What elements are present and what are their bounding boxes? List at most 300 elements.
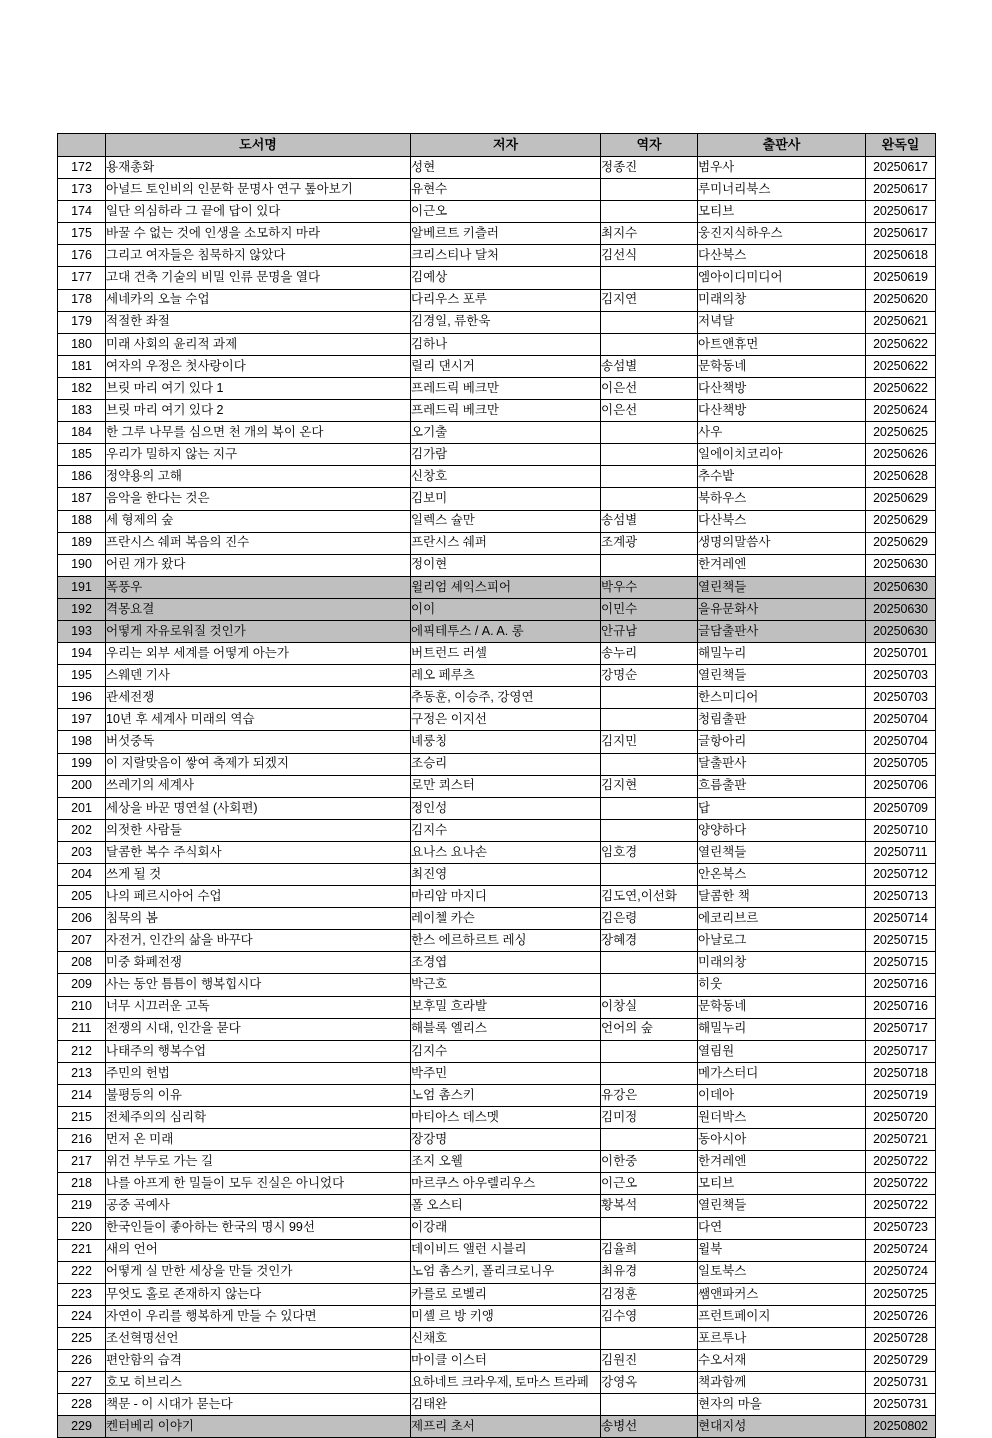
table-row [58,1350,936,1372]
cell-index: 224 [58,1305,106,1327]
cell-date: 20250718 [866,1062,936,1084]
cell-title: 달콤한 복수 주식회사 [106,841,411,863]
cell-author: 이이 [411,598,601,620]
cell-title: 침묵의 봄 [106,908,411,930]
cell-index: 214 [58,1084,106,1106]
cell-translator: 김미정 [601,1107,698,1129]
cell-title: 적절한 좌절 [106,311,411,333]
cell-author: 데이비드 앨런 시블리 [411,1239,601,1261]
cell-author: 이강래 [411,1217,601,1239]
cell-publisher: 모티브 [698,201,866,223]
cell-publisher: 이데아 [698,1084,866,1106]
cell-publisher: 달출판사 [698,753,866,775]
cell-translator: 임호경 [601,841,698,863]
cell-translator: 송섬별 [601,510,698,532]
cell-publisher: 현자의 마을 [698,1394,866,1416]
cell-publisher: 한스미디어 [698,687,866,709]
cell-publisher: 안온북스 [698,864,866,886]
cell-author: 레오 페루츠 [411,665,601,687]
cell-translator [601,974,698,996]
cell-index: 210 [58,996,106,1018]
cell-publisher: 아날로그 [698,930,866,952]
table-row [58,908,936,930]
cell-author: 정인성 [411,797,601,819]
cell-index: 197 [58,709,106,731]
cell-publisher: 열림원 [698,1040,866,1062]
cell-title: 우리가 밀하지 않는 지구 [106,444,411,466]
cell-date: 20250619 [866,267,936,289]
cell-author: 성현 [411,157,601,179]
cell-publisher: 프런트페이지 [698,1305,866,1327]
cell-date: 20250719 [866,1084,936,1106]
cell-date: 20250701 [866,643,936,665]
table-row [58,886,936,908]
cell-title: 브릿 마리 여기 있다 1 [106,377,411,399]
cell-date: 20250704 [866,731,936,753]
cell-translator [601,1327,698,1349]
table-row [58,1062,936,1084]
cell-index: 227 [58,1372,106,1394]
cell-date: 20250722 [866,1173,936,1195]
cell-title: 의젓한 사람들 [106,819,411,841]
cell-author: 김지수 [411,1040,601,1062]
cell-date: 20250709 [866,797,936,819]
cell-date: 20250625 [866,422,936,444]
cell-publisher: 아트앤휴먼 [698,333,866,355]
cell-author: 일렉스 슐만 [411,510,601,532]
cell-author: 크리스티나 달처 [411,245,601,267]
cell-publisher: 범우사 [698,157,866,179]
table-row [58,179,936,201]
cell-index: 223 [58,1283,106,1305]
cell-translator [601,554,698,576]
cell-index: 190 [58,554,106,576]
cell-title: 버섯중독 [106,731,411,753]
cell-index: 195 [58,665,106,687]
cell-publisher: 추수밭 [698,466,866,488]
table-row [58,1129,936,1151]
cell-author: 김가람 [411,444,601,466]
cell-date: 20250706 [866,775,936,797]
cell-title: 폭풍우 [106,576,411,598]
cell-publisher: 열린책들 [698,1195,866,1217]
cell-date: 20250717 [866,1040,936,1062]
cell-date: 20250629 [866,488,936,510]
table-row [58,576,936,598]
cell-publisher: 열린책들 [698,841,866,863]
cell-translator: 이창실 [601,996,698,1018]
cell-publisher: 메가스터디 [698,1062,866,1084]
cell-translator: 송섬별 [601,355,698,377]
cell-author: 프란시스 쉐퍼 [411,532,601,554]
cell-title: 전체주의의 심리학 [106,1107,411,1129]
table-row [58,1261,936,1283]
cell-author: 미셸 르 방 키앵 [411,1305,601,1327]
table-row [58,157,936,179]
cell-date: 20250704 [866,709,936,731]
cell-translator: 최지수 [601,223,698,245]
cell-date: 20250724 [866,1261,936,1283]
cell-title: 여자의 우정은 첫사랑이다 [106,355,411,377]
cell-index: 178 [58,289,106,311]
table-row [58,1217,936,1239]
cell-translator: 김선식 [601,245,698,267]
cell-index: 225 [58,1327,106,1349]
cell-index: 215 [58,1107,106,1129]
cell-title: 전쟁의 시대, 인간을 묻다 [106,1018,411,1040]
cell-translator: 최유경 [601,1261,698,1283]
cell-title: 편안함의 습격 [106,1350,411,1372]
table-row [58,1305,936,1327]
cell-title: 프란시스 쉐퍼 복음의 진수 [106,532,411,554]
cell-title: 음악을 한다는 것은 [106,488,411,510]
cell-title: 어떻게 자유로워질 것인가 [106,620,411,642]
cell-translator: 언어의 숲 [601,1018,698,1040]
cell-title: 책문 - 이 시대가 묻는다 [106,1394,411,1416]
cell-title: 쓰게 될 것 [106,864,411,886]
cell-index: 206 [58,908,106,930]
cell-translator [601,797,698,819]
cell-index: 226 [58,1350,106,1372]
table-row [58,687,936,709]
cell-author: 신채호 [411,1327,601,1349]
cell-author: 노엄 촘스키, 폴리크로니우 [411,1261,601,1283]
cell-date: 20250712 [866,864,936,886]
table-row [58,311,936,333]
cell-index: 184 [58,422,106,444]
cell-date: 20250722 [866,1195,936,1217]
table-row [58,753,936,775]
cell-publisher: 윌북 [698,1239,866,1261]
cell-publisher: 책과함께 [698,1372,866,1394]
cell-translator [601,687,698,709]
cell-index: 188 [58,510,106,532]
table-row [58,952,936,974]
cell-title: 세상을 바꾼 명연설 (사회편) [106,797,411,819]
cell-author: 제프리 초서 [411,1416,601,1438]
cell-index: 199 [58,753,106,775]
cell-title: 스웨덴 기사 [106,665,411,687]
cell-author: 버트런드 러셀 [411,643,601,665]
cell-date: 20250617 [866,201,936,223]
cell-date: 20250617 [866,223,936,245]
cell-date: 20250731 [866,1372,936,1394]
cell-date: 20250728 [866,1327,936,1349]
cell-title: 한 그루 나무를 심으면 천 개의 복이 온다 [106,422,411,444]
book-list-table-container [57,133,935,1438]
cell-title: 나태주의 행복수업 [106,1040,411,1062]
cell-title: 일단 의심하라 그 끝에 답이 있다 [106,201,411,223]
cell-date: 20250721 [866,1129,936,1151]
cell-index: 180 [58,333,106,355]
cell-publisher: 청림출판 [698,709,866,731]
table-row [58,554,936,576]
cell-translator: 조계광 [601,532,698,554]
cell-index: 186 [58,466,106,488]
cell-author: 보후밀 흐라발 [411,996,601,1018]
column-header-author: 저자 [411,134,601,157]
cell-date: 20250714 [866,908,936,930]
cell-translator [601,1129,698,1151]
cell-translator: 유강은 [601,1084,698,1106]
cell-publisher: 미래의창 [698,952,866,974]
cell-author: 김태완 [411,1394,601,1416]
cell-date: 20250629 [866,532,936,554]
cell-title: 먼저 온 미래 [106,1129,411,1151]
table-row [58,466,936,488]
cell-author: 조지 오웰 [411,1151,601,1173]
cell-title: 한국인들이 좋아하는 한국의 명시 99선 [106,1217,411,1239]
cell-publisher: 글담출판사 [698,620,866,642]
cell-index: 222 [58,1261,106,1283]
cell-publisher: 루미너리북스 [698,179,866,201]
table-row [58,643,936,665]
table-row [58,1394,936,1416]
cell-publisher: 북하우스 [698,488,866,510]
cell-title: 고대 건축 기술의 비밀 인류 문명을 열다 [106,267,411,289]
cell-translator: 송병선 [601,1416,698,1438]
cell-author: 노엄 촘스키 [411,1084,601,1106]
cell-index: 207 [58,930,106,952]
cell-date: 20250630 [866,554,936,576]
cell-index: 176 [58,245,106,267]
cell-title: 주민의 헌법 [106,1062,411,1084]
cell-index: 182 [58,377,106,399]
cell-translator [601,1217,698,1239]
cell-author: 녜룽칭 [411,731,601,753]
cell-translator: 장혜경 [601,930,698,952]
cell-translator [601,753,698,775]
cell-publisher: 문학동네 [698,996,866,1018]
cell-author: 카를로 로벨리 [411,1283,601,1305]
column-header-index [58,134,106,157]
cell-index: 181 [58,355,106,377]
cell-index: 185 [58,444,106,466]
cell-date: 20250723 [866,1217,936,1239]
cell-index: 179 [58,311,106,333]
cell-title: 자연이 우리를 행복하게 만들 수 있다면 [106,1305,411,1327]
table-row [58,775,936,797]
table-row [58,665,936,687]
cell-date: 20250725 [866,1283,936,1305]
cell-author: 박주민 [411,1062,601,1084]
cell-author: 추동훈, 이승주, 강영연 [411,687,601,709]
cell-translator [601,179,698,201]
cell-publisher: 해밀누리 [698,643,866,665]
cell-date: 20250703 [866,687,936,709]
table-row [58,1416,936,1438]
table-row [58,444,936,466]
cell-index: 175 [58,223,106,245]
cell-date: 20250620 [866,289,936,311]
cell-author: 정이현 [411,554,601,576]
cell-author: 조경엽 [411,952,601,974]
cell-author: 윌리엄 셰익스피어 [411,576,601,598]
cell-date: 20250717 [866,1018,936,1040]
cell-translator [601,466,698,488]
cell-translator [601,201,698,223]
table-row [58,1239,936,1261]
cell-date: 20250622 [866,355,936,377]
cell-translator [601,1394,698,1416]
cell-translator [601,267,698,289]
cell-date: 20250716 [866,974,936,996]
table-row [58,1173,936,1195]
cell-publisher: 일에이치코리아 [698,444,866,466]
cell-translator: 이근오 [601,1173,698,1195]
table-row [58,289,936,311]
table-row [58,1107,936,1129]
cell-date: 20250716 [866,996,936,1018]
cell-date: 20250724 [866,1239,936,1261]
cell-publisher: 현대지성 [698,1416,866,1438]
cell-author: 폴 오스티 [411,1195,601,1217]
cell-index: 205 [58,886,106,908]
cell-author: 장강명 [411,1129,601,1151]
cell-translator [601,819,698,841]
cell-publisher: 동아시아 [698,1129,866,1151]
cell-author: 다리우스 포루 [411,289,601,311]
cell-publisher: 다산북스 [698,245,866,267]
cell-date: 20250630 [866,576,936,598]
cell-index: 217 [58,1151,106,1173]
cell-date: 20250703 [866,665,936,687]
cell-publisher: 흐름출판 [698,775,866,797]
cell-title: 어린 개가 왔다 [106,554,411,576]
cell-index: 174 [58,201,106,223]
cell-author: 김지수 [411,819,601,841]
table-row [58,377,936,399]
cell-publisher: 답 [698,797,866,819]
cell-author: 레이첼 카슨 [411,908,601,930]
cell-title: 무엇도 홀로 존재하지 않는다 [106,1283,411,1305]
column-header-title: 도서명 [106,134,411,157]
cell-title: 공중 곡예사 [106,1195,411,1217]
cell-author: 김하나 [411,333,601,355]
cell-author: 릴리 댄시거 [411,355,601,377]
cell-translator: 김지민 [601,731,698,753]
table-row [58,532,936,554]
cell-author: 마리암 마지디 [411,886,601,908]
cell-translator [601,1040,698,1062]
cell-translator [601,864,698,886]
cell-date: 20250731 [866,1394,936,1416]
cell-date: 20250621 [866,311,936,333]
cell-date: 20250624 [866,400,936,422]
cell-title: 미중 화폐전쟁 [106,952,411,974]
cell-translator: 이은선 [601,377,698,399]
cell-translator: 송누리 [601,643,698,665]
cell-title: 너무 시끄러운 고독 [106,996,411,1018]
table-row [58,1040,936,1062]
cell-index: 172 [58,157,106,179]
cell-publisher: 저녁달 [698,311,866,333]
cell-index: 201 [58,797,106,819]
column-header-publisher: 출판사 [698,134,866,157]
cell-publisher: 해밀누리 [698,1018,866,1040]
table-row [58,841,936,863]
cell-index: 208 [58,952,106,974]
cell-publisher: 한겨레엔 [698,1151,866,1173]
cell-translator: 김지연 [601,289,698,311]
table-row [58,598,936,620]
cell-title: 그리고 여자들은 침묵하지 않았다 [106,245,411,267]
cell-title: 브릿 마리 여기 있다 2 [106,400,411,422]
cell-publisher: 원더박스 [698,1107,866,1129]
cell-index: 173 [58,179,106,201]
cell-author: 프레드릭 베크만 [411,377,601,399]
cell-date: 20250726 [866,1305,936,1327]
cell-index: 220 [58,1217,106,1239]
cell-date: 20250711 [866,841,936,863]
cell-translator [601,444,698,466]
cell-title: 어떻게 실 만한 세상을 만들 것인가 [106,1261,411,1283]
cell-index: 191 [58,576,106,598]
cell-title: 격몽요결 [106,598,411,620]
cell-title: 바꿀 수 없는 것에 인생을 소모하지 마라 [106,223,411,245]
table-row [58,422,936,444]
table-row [58,731,936,753]
cell-author: 한스 에르하르트 레싱 [411,930,601,952]
cell-translator: 김원진 [601,1350,698,1372]
cell-title: 불평등의 이유 [106,1084,411,1106]
table-row [58,1283,936,1305]
table-body [58,157,936,1438]
table-row [58,488,936,510]
cell-title: 10년 후 세계사 미래의 역습 [106,709,411,731]
cell-publisher: 사우 [698,422,866,444]
cell-publisher: 히웃 [698,974,866,996]
cell-translator: 강영옥 [601,1372,698,1394]
cell-title: 쓰레기의 세계사 [106,775,411,797]
cell-date: 20250710 [866,819,936,841]
cell-title: 새의 언어 [106,1239,411,1261]
cell-author: 신창호 [411,466,601,488]
cell-publisher: 양양하다 [698,819,866,841]
table-row [58,709,936,731]
cell-author: 이근오 [411,201,601,223]
cell-title: 나를 아프게 한 밀들이 모두 진실은 아니었다 [106,1173,411,1195]
cell-translator: 이민수 [601,598,698,620]
cell-title: 사는 동안 틈틈이 행복힙시다 [106,974,411,996]
cell-publisher: 다산책방 [698,400,866,422]
table-row [58,245,936,267]
cell-date: 20250720 [866,1107,936,1129]
cell-date: 20250722 [866,1151,936,1173]
cell-publisher: 글항아리 [698,731,866,753]
cell-index: 187 [58,488,106,510]
cell-translator [601,1062,698,1084]
table-row [58,620,936,642]
table-row [58,1151,936,1173]
cell-publisher: 다연 [698,1217,866,1239]
cell-translator [601,333,698,355]
cell-translator: 박우수 [601,576,698,598]
cell-index: 202 [58,819,106,841]
cell-translator: 김도연,이선화 [601,886,698,908]
table-row [58,1195,936,1217]
table-row [58,510,936,532]
table-row [58,400,936,422]
cell-publisher: 일토북스 [698,1261,866,1283]
cell-index: 183 [58,400,106,422]
cell-title: 위건 부두로 가는 길 [106,1151,411,1173]
cell-publisher: 다산책방 [698,377,866,399]
table-row [58,864,936,886]
cell-author: 마르쿠스 아우렐리우스 [411,1173,601,1195]
cell-author: 알베르트 키츨러 [411,223,601,245]
cell-title: 호모 히브리스 [106,1372,411,1394]
